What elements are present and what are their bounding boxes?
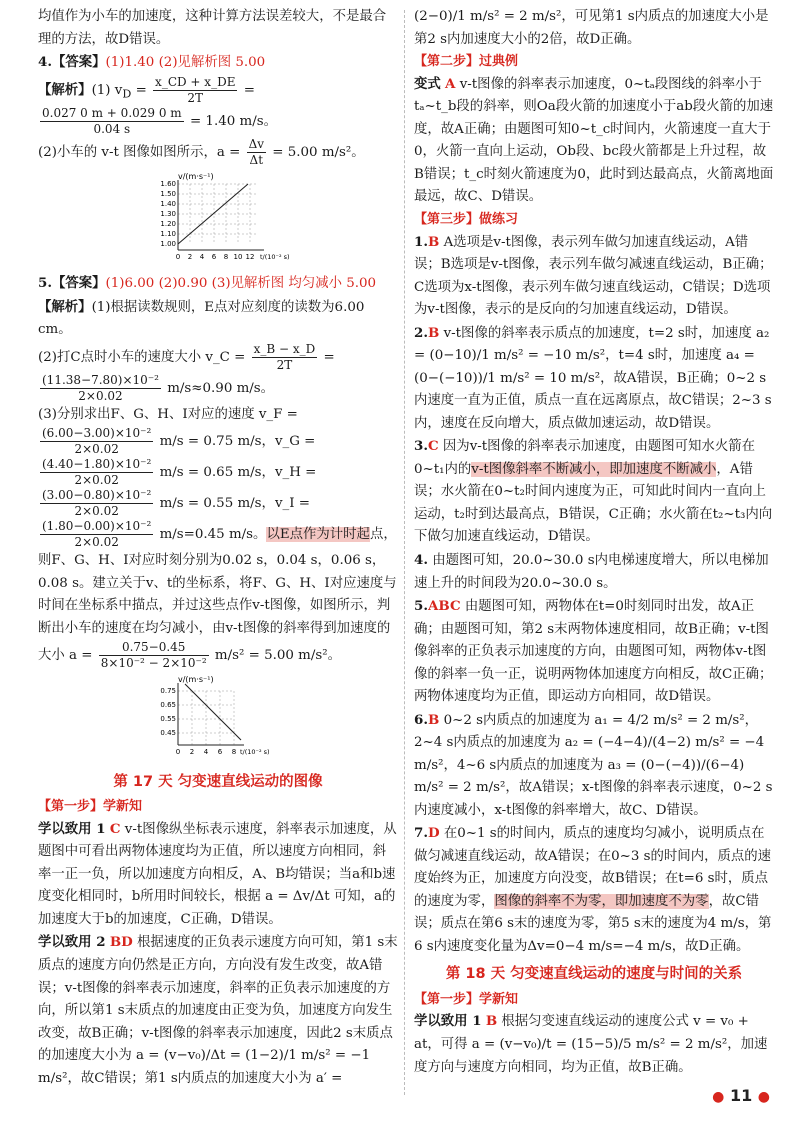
tick-label: 1.40 <box>160 199 176 208</box>
fraction: $\frac{x\_B - x\_D}{2T}$ <box>253 341 316 372</box>
explanation <box>38 137 398 168</box>
exercise-text: v-t图像纵坐标表示速度，斜率表示加速度，从题图中可看出两物体速度均为正值，所以速度方向相同，斜率一正一负，所以加速度方向相反，A、B均错误；当a和b速度变化相同时，b所用时间较长，根据 a = Δv/Δt 可知，a的加速度大于b的加速度，C正确，D错误。 <box>38 821 397 927</box>
fraction: $\frac{\Delta v}{\Delta t}$ <box>248 136 265 167</box>
text: m/s = 0.65 m/s，v_H = <box>155 465 317 481</box>
bullet-icon: ● <box>712 1089 725 1106</box>
graph-svg <box>148 673 268 757</box>
fraction: $\frac{0.027 0 m + 0.029 0 m}{0.04 s}$ <box>42 105 182 136</box>
fraction: $\frac{0.75-0.45}{\text{8×10⁻² − 2×10⁻²}}$ <box>100 640 207 671</box>
tick-label: 12 <box>245 252 255 261</box>
column-divider <box>404 10 405 1095</box>
tick-label: 10 <box>233 252 243 261</box>
exercise-label: 学以致用 1 <box>38 820 106 837</box>
exercise-text: ，故C错误；质点在第6 s末的速度为零，第5 s末的速度为4 m/s，第6 s内速度变化量为Δv=0−4 m/s=−4 m/s，故D正确。 <box>414 893 772 954</box>
vt-graph-1 <box>148 170 398 271</box>
tick-label: 8 <box>231 748 237 757</box>
answer-choice: C <box>109 820 121 837</box>
question-number: 5. <box>414 598 428 615</box>
axis-label: t/(10⁻² s) <box>260 252 290 261</box>
answer-line <box>38 51 398 75</box>
right-column <box>414 6 774 1079</box>
exercise <box>414 549 774 595</box>
tick-label: 0.55 <box>160 715 176 724</box>
tick-label: 6 <box>217 748 223 757</box>
answer-label: 【答案】 <box>51 54 106 71</box>
exercise-text: ，A错误；水火箭在0~t₂时间内速度为正，可知此时间内一直向上运动，t₂时到达最高点，B错误，C正确；水火箭在t₂~t₃内向下做匀加速直线运动，D错误。 <box>414 461 773 545</box>
explanation-label: 【解析】 <box>38 81 92 98</box>
fraction: $\frac{\text{(1.80−0.00)×10⁻²}}{2\times 0.02}$ <box>42 519 152 550</box>
step-heading: 【第二步】过典例 <box>414 54 519 70</box>
explanation-label: 【解析】 <box>38 298 92 315</box>
text: (2)打C点时小车的速度大小 v_C = <box>38 349 250 365</box>
exercise <box>414 595 774 709</box>
exercise-text: 由题图可知，两物体在t=0时刻同时出发，故A正确；由题图可知，第2 s末两物体速度相同，故B正确；v-t图像斜率的正负表示加速度的方向，由题图可知，两物体v-t图像的斜率一负一正，说明两物体加速度方向相反，故C正确；两物体速度均为正值，即运动方向相同，故D错误。 <box>414 599 773 705</box>
answer-text: (1)1.40 (2)见解析图 5.00 <box>105 55 266 71</box>
answer-choice: B <box>427 233 440 250</box>
text: m/s = 0.55 m/s，v_I = <box>155 496 310 512</box>
explanation <box>38 404 398 672</box>
axis-label: v/(m·s⁻¹) <box>178 171 214 181</box>
section-title: 第 17 天 匀变速直线运动的图像 <box>113 773 323 790</box>
axis-label: t/(10⁻² s) <box>240 748 270 757</box>
step-heading: 【第三步】做练习 <box>414 211 519 227</box>
highlight: 以E点作为计时起 <box>266 527 370 543</box>
answer-choice: B <box>427 324 440 341</box>
text: m/s=0.45 m/s。 <box>155 527 267 543</box>
fraction: $\frac{\text{(11.38−7.80)×10⁻²}}{2\times 0.02}$ <box>42 372 159 403</box>
exercise-text: 根据匀变速直线运动的速度公式 v = v₀ + at，可得 a = (v−v₀)/t = (15−5)/5 m/s² = 2 m/s²，加速度方向与速度方向相同，均为正值，故B正确。 <box>414 1014 768 1075</box>
vt-graph-2 <box>148 673 398 766</box>
tick-label: 0.65 <box>160 701 176 710</box>
exercise-text: A选项是v-t图像，表示列车做匀加速直线运动，A错误；B选项是v-t图像，表示列车做匀减速直线运动，B正确；C选项为x-t图像，表示列车做匀速直线运动，C错误；D选项为v-t图像，表示的是反向的匀加速直线运动，D错误。 <box>414 234 773 318</box>
answer-choice: B <box>427 711 440 728</box>
tick-label: 0 <box>175 252 181 261</box>
answer-choice: B <box>485 1013 498 1030</box>
exercise-label: 变式 <box>414 75 441 92</box>
exercise <box>414 709 774 823</box>
tick-label: 1.60 <box>160 179 176 188</box>
highlight: 图像的斜率不为零，即加速度不为零 <box>494 893 709 909</box>
step-heading: 【第一步】学新知 <box>38 799 143 815</box>
question-number: 4. <box>414 552 428 568</box>
question-number: 1. <box>414 233 428 250</box>
bullet-icon: ● <box>757 1089 770 1106</box>
question-number: 2. <box>414 324 428 341</box>
exercise-text: 因为v-t图像的斜率表示加速度，由题图可知水火箭在0~t₁内的 <box>414 439 755 477</box>
text: = 1.40 m/s。 <box>189 113 277 129</box>
text: m/s² = 5.00 m/s²。 <box>210 648 342 664</box>
text: (3)分别求出F、G、H、I对应的速度 v_F = <box>38 406 298 422</box>
text: = 5.00 m/s²。 <box>268 144 365 160</box>
answer-text: (1)6.00 (2)0.90 (3)见解析图 均匀减小 5.00 <box>105 276 377 292</box>
explanation <box>38 296 398 342</box>
answer-choice: BD <box>109 934 133 951</box>
tick-label: 0.45 <box>160 729 176 738</box>
tick-label: 6 <box>211 252 217 261</box>
exercise-text: 由题图可知，20.0~30.0 s内电梯速度增大，所以电梯加速上升的时间段为20.0~30.0 s。 <box>414 553 769 591</box>
answer-choice: D <box>427 825 440 842</box>
question-number: 3. <box>414 438 428 455</box>
question-number: 6. <box>414 711 428 728</box>
graph-svg <box>148 170 290 262</box>
text: m/s = 0.75 m/s，v_G = <box>155 434 316 450</box>
exercise <box>414 1010 774 1079</box>
fraction: $\frac{\text{(6.00−3.00)×10⁻²}}{2\times 0.02}$ <box>42 426 152 457</box>
fraction: $\frac{\text{(4.40−1.80)×10⁻²}}{2\times 0.02}$ <box>42 457 152 488</box>
explanation: 【解析】(1) $v_D$ = $\frac{x\_CD + x\_DE}{2T}$ = $\frac{0.027 0 m + 0.029 0 m}{0.04 s}$ = 1.40 m/s。 <box>38 74 277 136</box>
answer-line <box>38 272 398 296</box>
tick-label: 1.20 <box>160 219 176 228</box>
exercise <box>38 931 398 1090</box>
fraction: $\frac{\text{(3.00−0.80)×10⁻²}}{2\times 0.02}$ <box>42 488 152 519</box>
tick-label: 1.00 <box>160 239 176 248</box>
paragraph: (2−0)/1 m/s² = 2 m/s²，可见第1 s内质点的加速度大小是第2 s内加速度大小的2倍，故D正确。 <box>414 9 769 47</box>
text: (1)根据读数规则，E点对应刻度的读数为6.00 cm。 <box>38 299 365 338</box>
exercise <box>414 231 774 322</box>
left-column <box>38 6 398 1090</box>
step-heading: 【第一步】学新知 <box>414 991 519 1007</box>
tick-label: 0 <box>175 748 181 757</box>
tick-label: 0.75 <box>160 687 176 696</box>
explanation: (2)打C点时小车的速度大小 v_C = $\frac{x\_B - x\_D}{2T}$ = $\frac{\text{(11.38−7.80)×10⁻²}}{2\times 0.02}$ m/s≈0.90 m/s。 <box>38 341 335 403</box>
tick-label: 1.10 <box>160 229 176 238</box>
page-number <box>712 1083 770 1110</box>
tick-label: 4 <box>199 252 205 261</box>
tick-label: 1.50 <box>160 189 176 198</box>
paragraph: 均值作为小车的加速度，这种计算方法误差较大，不是最合理的方法，故D错误。 <box>38 9 387 47</box>
exercise-text: 根据速度的正负表示速度方向可知，第1 s末质点的速度方向仍然是正方向，方向没有发生改变，故A错误；v-t图像的斜率表示加速度，斜率的正负表示加速度的方向，所以第1 s末质点的加速度由正变为负，加速度方向发生改变，故B正确；v-t图像的斜率表示加速度，因此2 s末质点的加速度大小为 a = (v−v₀)/Δt = (1−2)/1 m/s² = −1 m/s²，故C错误；第1 s内质点的加速度大小为 a′ = <box>38 935 398 1086</box>
answer-choice: C <box>427 438 439 455</box>
exercise-text: 0~2 s内质点的加速度为 a₁ = 4/2 m/s² = 2 m/s²，2~4 s内质点的加速度为 a₂ = (−4−4)/(4−2) m/s² = −4 m/s²，4~6 s内质点的加速度为 a₃ = (0−(−4))/(6−4) m/s² = 2 m/s²，故A错误；x-t图像的斜率表示速度，0~2 s内速度减小，x-t图像的斜率增大，故C、D错误。 <box>414 712 773 818</box>
text: m/s≈0.90 m/s。 <box>162 380 275 396</box>
highlight: v-t图像斜率不断减小，即加速度不断减小 <box>471 461 717 477</box>
exercise-label: 学以致用 1 <box>414 1013 482 1030</box>
tick-label: 4 <box>203 748 209 757</box>
tick-label: 2 <box>189 748 195 757</box>
exercise-text: v-t图像的斜率表示加速度，0~tₐ段图线的斜率小于tₐ~t_b段的斜率，则Oa段火箭的加速度小于ab段火箭的加速度，故A正确；由题图可知0~t_c时间内，火箭速度一直大于0，火箭一直向上运动，Ob段、bc段火箭都是上升过程，故B错误；t_c时刻火箭速度为0，此时到达最高点，火箭离地面最远，故C、D错误。 <box>414 76 774 205</box>
text: (2)小车的 v-t 图像如图所示，a = <box>38 144 245 160</box>
answer-choice: A <box>445 75 456 92</box>
question-number: 7. <box>414 825 428 842</box>
exercise <box>414 822 774 958</box>
exercise-label: 学以致用 2 <box>38 934 106 951</box>
question-number: 5. <box>38 275 52 292</box>
answer-choice: ABC <box>427 598 461 615</box>
question-number: 4. <box>38 54 52 71</box>
exercise <box>38 818 398 932</box>
answer-label: 【答案】 <box>51 275 106 292</box>
exercise <box>414 322 774 436</box>
exercise-text: 在0~1 s的时间内，质点的速度均匀减小，说明质点在做匀减速直线运动，故A错误；在0~3 s的时间内，质点的速度始终为正，加速度方向没变，故B错误；在t=6 s时，质点的速度为零， <box>414 826 772 909</box>
tick-label: 1.30 <box>160 209 176 218</box>
exercise <box>414 73 774 209</box>
section-title: 第 18 天 匀变速直线运动的速度与时间的关系 <box>445 966 743 983</box>
fraction: $\frac{x\_CD + x\_DE}{2T}$ <box>155 74 236 105</box>
exercise-text: v-t图像的斜率表示质点的加速度，t=2 s时，加速度 a₂ = (0−10)/1 m/s² = −10 m/s²，t=4 s时，加速度 a₄ = (0−(−10))/1 m/s² = 10 m/s²，故A错误，B正确；0~2 s内速度一直为正值，质点一直在远离原点，故C错误；2~3 s内，速度在反向增大，质点做加速运动，故D错误。 <box>414 325 772 431</box>
page-number-text: 11 <box>729 1086 753 1106</box>
exercise <box>414 435 774 549</box>
axis-label: v/(m·s⁻¹) <box>178 675 214 685</box>
tick-label: 8 <box>223 252 229 261</box>
text: 点，则F、G、H、I对应时刻分别为0.02 s，0.04 s，0.06 s，0.08 s。建立关于v、t的坐标系，将F、G、H、I对应速度与时间在坐标系中描点，并过这些点作v-t图像，如图所示，判断出小车的速度在均匀减小，由v-t图像的斜率得到加速度的大小 a = <box>38 527 397 664</box>
tick-label: 2 <box>187 252 193 261</box>
text: (1) v <box>91 82 123 98</box>
